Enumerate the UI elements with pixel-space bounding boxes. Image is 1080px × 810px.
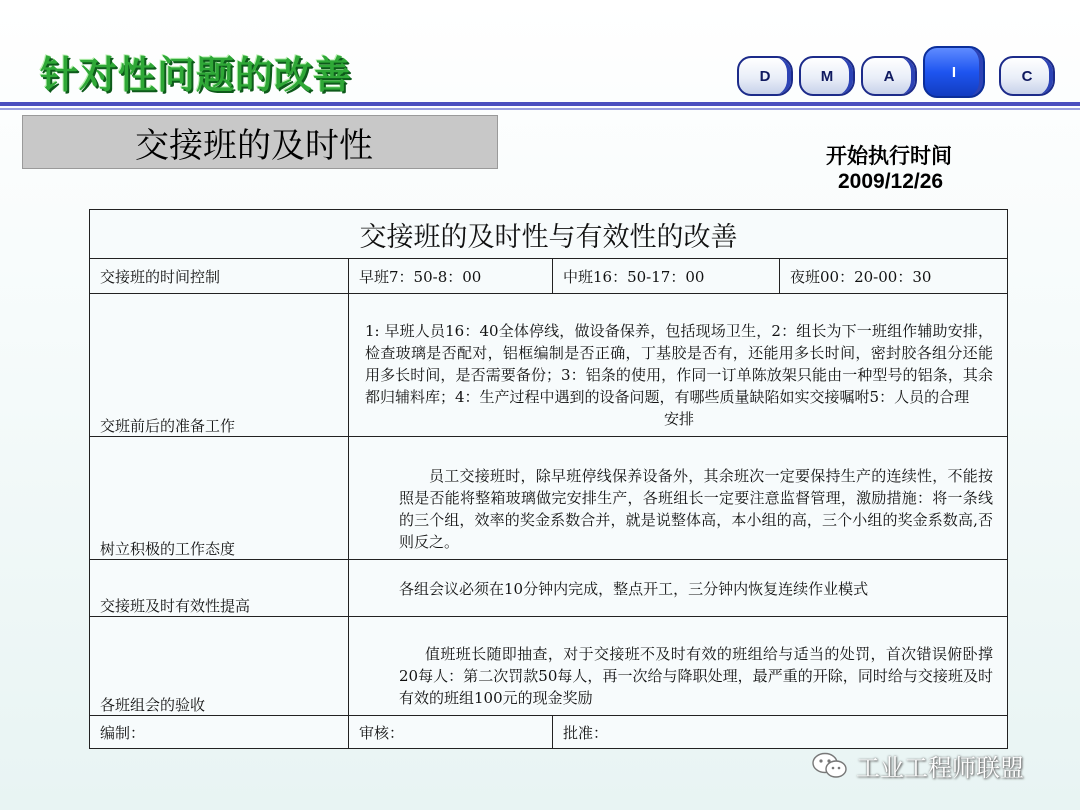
start-time-label: 开始执行时间 — [826, 143, 952, 168]
row-label-check: 各班组会的验收 — [90, 617, 349, 716]
watermark — [812, 748, 1024, 783]
preparation-content — [349, 294, 1008, 437]
start-time-date: 2009/12/26 — [838, 170, 944, 193]
approved-by: 批准： — [553, 716, 1008, 749]
table-row — [90, 437, 1008, 560]
tab-i[interactable]: I — [923, 46, 985, 98]
watermark-text: 工业工程师联盟 — [856, 754, 1024, 782]
preparation-text: 1: 早班人员16：40全体停线，做设备保养，包括现场卫生，2：组长为下一班组作辅助安排，检查玻璃是否配对，铝框编制是否正确，丁基胶是否有，还能用多长时间，密封胶各组分还能用多长时间，是否需要备份；3：铝条的使用，作同一订单陈放架只能由一种型号的铝条，其余都归辅料库；4：生产过程中遇到的设备问题，有哪些质量缺陷如实交接嘱咐5：人员的合理 — [365, 322, 993, 406]
tab-d[interactable]: D — [737, 56, 793, 96]
section-title: 交接班的及时性 — [22, 115, 498, 169]
preparation-text-end: 安排 — [663, 410, 694, 428]
tab-a[interactable]: A — [861, 56, 917, 96]
table-row — [90, 294, 1008, 437]
check-content — [349, 617, 1008, 716]
table-row — [90, 716, 1008, 749]
row-label-effectiveness: 交接班及时有效性提高 — [90, 560, 349, 617]
check-text: 值班班长随即抽查，对于交接班不及时有效的班组给与适当的处罚，首次错误俯卧撑20每人：第二次罚款50每人，再一次给与降职处理，最严重的开除，同时给与交接班及时有效的班组100元的现金奖励 — [399, 645, 993, 707]
table-row — [90, 617, 1008, 716]
attitude-content — [349, 437, 1008, 560]
middle-shift-time: 中班16：50-17：00 — [553, 259, 780, 294]
effectiveness-text: 各组会议必须在10分钟内完成，整点开工，三分钟内恢复连续作业模式 — [399, 580, 869, 598]
attitude-text: 员工交接班时，除早班停线保养设备外，其余班次一定要保持生产的连续性，不能按照是否能将整箱玻璃做完安排生产，各班组长一定要注意监督管理，激励措施：将一条线的三个组，效率的奖金系数合并，就是说整体高，本小组的高，三个小组的奖金系数高,否则反之。 — [399, 467, 993, 551]
effectiveness-content — [349, 560, 1008, 617]
table-row — [90, 259, 1008, 294]
morning-shift-time: 早班7：50-8：00 — [349, 259, 553, 294]
row-label-preparation: 交班前后的准备工作 — [90, 294, 349, 437]
wechat-icon — [812, 752, 848, 780]
tab-c[interactable]: C — [999, 56, 1055, 96]
prepared-by: 编制： — [90, 716, 349, 749]
tab-m[interactable]: M — [799, 56, 855, 96]
improvement-table — [89, 209, 1008, 749]
header-divider-thin — [0, 108, 1080, 110]
page-title: 针对性问题的改善 — [40, 53, 353, 97]
table-caption: 交接班的及时性与有效性的改善 — [90, 210, 1008, 259]
reviewed-by: 审核： — [349, 716, 553, 749]
row-label-time-control: 交接班的时间控制 — [90, 259, 349, 294]
row-label-attitude: 树立积极的工作态度 — [90, 437, 349, 560]
header-divider — [0, 102, 1080, 106]
night-shift-time: 夜班00：20-00：30 — [780, 259, 1008, 294]
table-row — [90, 560, 1008, 617]
